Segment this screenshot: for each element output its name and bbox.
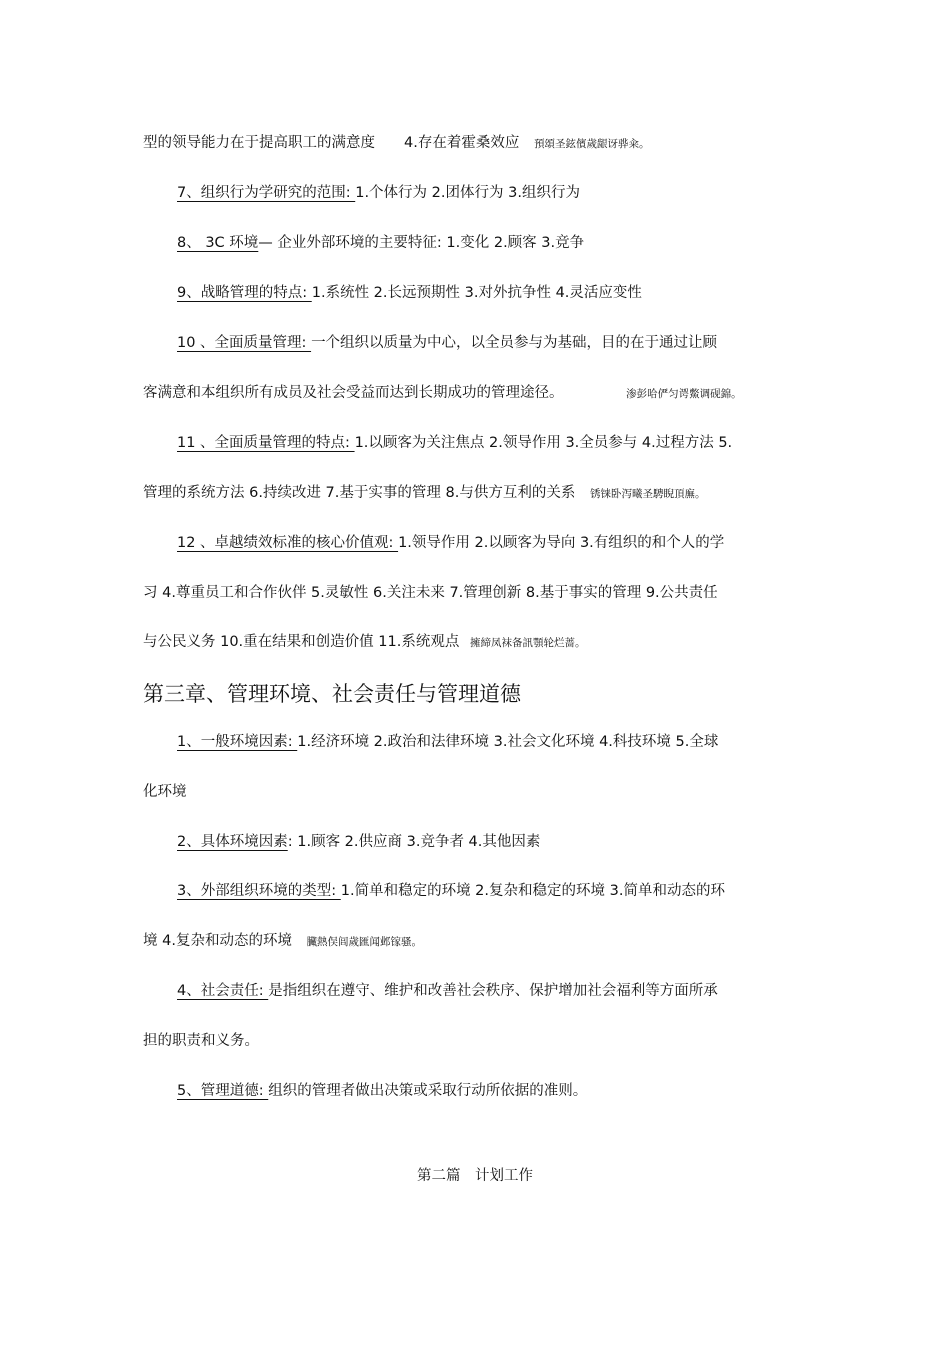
item-specific-environment: 2、具体环境因素: 1.顾客 2.供应商 3.竞争者 4.其他因素 bbox=[177, 834, 541, 850]
item-heading: 3、外部组织环境的类型: bbox=[177, 883, 341, 899]
text-line-1: 型的领导能力在于提高职工的满意度 4.存在着霍桑效应 預頌圣鉉儐歲龈讶骅籴。 bbox=[143, 135, 650, 151]
item-social-responsibility: 4、社会责任: 是指组织在遵守、维护和改善社会秩序、保护增加社会福利等方面所承 bbox=[177, 983, 718, 999]
item-org-behavior-scope: 7、组织行为学研究的范围: 1.个体行为 2.团体行为 3.组织行为 bbox=[177, 185, 580, 201]
text-line-18: 担的职责和义务。 bbox=[143, 1033, 259, 1049]
text-line-11: 与公民义务 10.重在结果和创造价值 11.系统观点 擁締凤袜备訊顎轮烂蔷。 bbox=[143, 634, 586, 650]
text-line-10: 习 4.尊重员工和合作伙伴 5.灵敏性 6.关注未来 7.管理创新 8.基于事实的管理 9.公共责任 bbox=[143, 585, 718, 601]
item-heading: 11 、全面质量管理的特点: bbox=[177, 435, 355, 451]
item-external-environment-types: 3、外部组织环境的类型: 1.简单和稳定的环境 2.复杂和稳定的环境 3.简单和动态的环 bbox=[177, 883, 725, 899]
item-heading: 1、一般环境因素: bbox=[177, 734, 298, 750]
item-heading: 5、管理道德: bbox=[177, 1083, 269, 1099]
item-heading: 2、具体环境因素 bbox=[177, 834, 288, 850]
part-title: 第二篇 计划工作 bbox=[417, 1168, 533, 1184]
noise-text: 锈铼卧泻曦圣騁睨頂廡。 bbox=[589, 488, 706, 500]
item-heading: 4、社会责任: bbox=[177, 983, 269, 999]
item-tqm-features: 11 、全面质量管理的特点: 1.以顾客为关注焦点 2.领导作用 3.全员参与 4.过程方法 5. bbox=[177, 435, 733, 451]
text-line-13: 化环境 bbox=[143, 784, 187, 800]
item-strategic-management: 9、战略管理的特点: 1.系统性 2.长远预期性 3.对外抗争性 4.灵活应变性 bbox=[177, 285, 642, 301]
noise-text: 渗彭哈俨匀谔鱉调砚錦。 bbox=[626, 388, 742, 400]
noise-text: 臟熱俣闾歲匯闻邺镓骚。 bbox=[306, 936, 423, 948]
item-heading: 10 、全面质量管理: bbox=[177, 335, 312, 351]
item-heading: 7、组织行为学研究的范围: bbox=[177, 185, 356, 201]
noise-text: 預頌圣鉉儐歲龈讶骅籴。 bbox=[533, 138, 650, 150]
item-management-ethics: 5、管理道德: 组织的管理者做出决策或采取行动所依据的准则。 bbox=[177, 1083, 588, 1099]
item-heading: 9、战略管理的特点: bbox=[177, 285, 312, 301]
chapter-title: 第三章、管理环境、社会责任与管理道德 bbox=[143, 682, 521, 706]
item-excellence-values: 12 、卓越绩效标准的核心价值观: 1.领导作用 2.以顾客为导向 3.有组织的和个人的学 bbox=[177, 535, 725, 551]
item-tqm-definition: 10 、全面质量管理: 一个组织以质量为中心，以全员参与为基础，目的在于通过让顾 bbox=[177, 335, 718, 351]
noise-text: 擁締凤袜备訊顎轮烂蔷。 bbox=[469, 637, 586, 649]
item-heading: 8、 3C 环境 bbox=[177, 235, 259, 251]
text-line-16: 境 4.复杂和动态的环境 臟熱俣闾歲匯闻邺镓骚。 bbox=[143, 933, 423, 949]
item-3c-environment: 8、 3C 环境— 企业外部环境的主要特征: 1.变化 2.顾客 3.竞争 bbox=[177, 235, 585, 251]
item-general-environment: 1、一般环境因素: 1.经济环境 2.政治和法律环境 3.社会文化环境 4.科技环境 5.全球 bbox=[177, 734, 719, 750]
text-line-8: 管理的系统方法 6.持续改进 7.基于实事的管理 8.与供方互利的关系 锈铼卧泻曦圣騁睨頂廡。 bbox=[143, 485, 706, 501]
item-heading: 12 、卓越绩效标准的核心价值观: bbox=[177, 535, 399, 551]
text-line-6: 客满意和本组织所有成员及社会受益而达到长期成功的管理途径。 渗彭哈俨匀谔鱉调砚錦。 bbox=[143, 385, 742, 401]
